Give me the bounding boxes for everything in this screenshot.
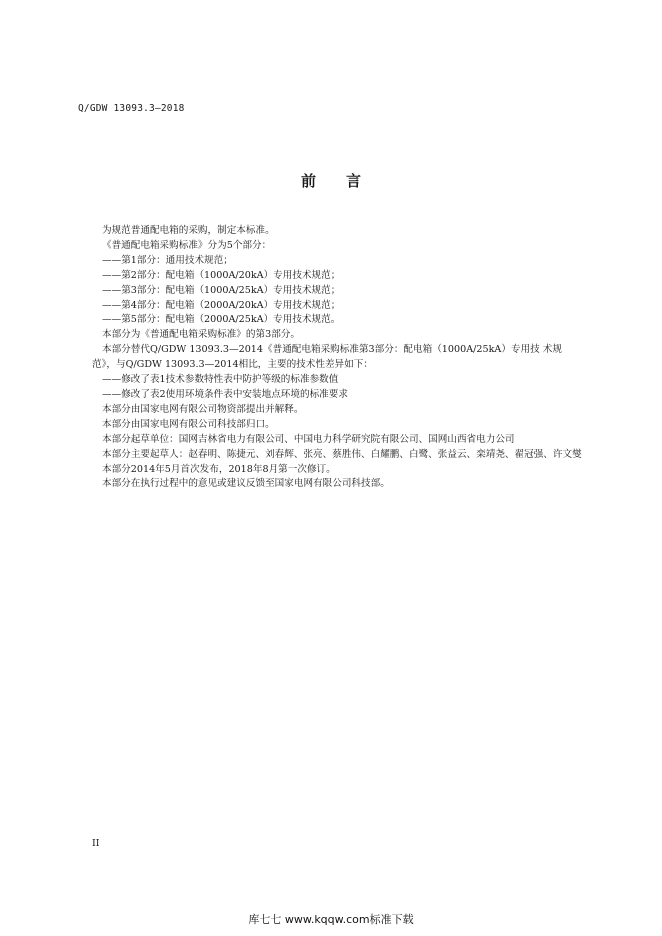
page-number: II	[92, 838, 100, 849]
paragraph: 本部分由国家电网有限公司科技部归口。	[102, 418, 275, 430]
page-title-part-1: 前	[300, 172, 316, 190]
page-title	[0, 170, 662, 191]
paragraph: 本部分起草单位：国网吉林省电力有限公司、中国电力科学研究院有限公司、国网山西省电力公司	[102, 433, 515, 445]
list-item: ——第4部分：配电箱（2000A/20kA）专用技术规范；	[102, 299, 341, 311]
list-item: ——修改了表2使用环境条件表中安装地点环境的标准要求	[102, 388, 348, 400]
paragraph: 本部分在执行过程中的意见或建议反馈至国家电网有限公司科技部。	[102, 478, 390, 490]
list-item: ——第1部分：通用技术规范；	[102, 254, 233, 266]
watermark-text: 库七七 www.kqqw.com标准下载	[248, 913, 414, 926]
foreword-body	[92, 224, 582, 492]
list-item: ——第2部分：配电箱（1000A/20kA）专用技术规范；	[102, 269, 341, 281]
paragraph: 本部分为《普通配电箱采购标准》的第3部分。	[102, 329, 300, 341]
paragraph: 本部分主要起草人：赵春明、陈捷元、刘春辉、张亮、蔡胜伟、白耀鹏、白鹭、张益云、栾靖尧、翟冠强、许文燮	[102, 448, 582, 460]
paragraph: 本部分替代Q/GDW 13093.3—2014《普通配电箱采购标准第3部分：配电箱（1000A/25kA）专用技 术规范》，与Q/GDW 13093.3—2014相比，主要的技术性差异如下：	[92, 344, 562, 371]
list-item: ——修改了表1技术参数特性表中防护等级的标准参数值	[102, 374, 339, 386]
paragraph: 本部分2014年5月首次发布，2018年8月第一次修订。	[102, 463, 336, 475]
list-item: ——第5部分：配电箱（2000A/25kA）专用技术规范。	[102, 314, 341, 326]
document-code: Q/GDW 13093.3—2018	[78, 103, 185, 114]
paragraph: 《普通配电箱采购标准》分为5个部分：	[102, 239, 272, 251]
paragraph: 为规范普通配电箱的采购，制定本标准。	[102, 225, 275, 236]
page-title-part-2: 言	[346, 172, 362, 190]
paragraph: 本部分由国家电网有限公司物资部提出并解释。	[102, 403, 304, 415]
list-item: ——第3部分：配电箱（1000A/25kA）专用技术规范；	[102, 284, 341, 296]
